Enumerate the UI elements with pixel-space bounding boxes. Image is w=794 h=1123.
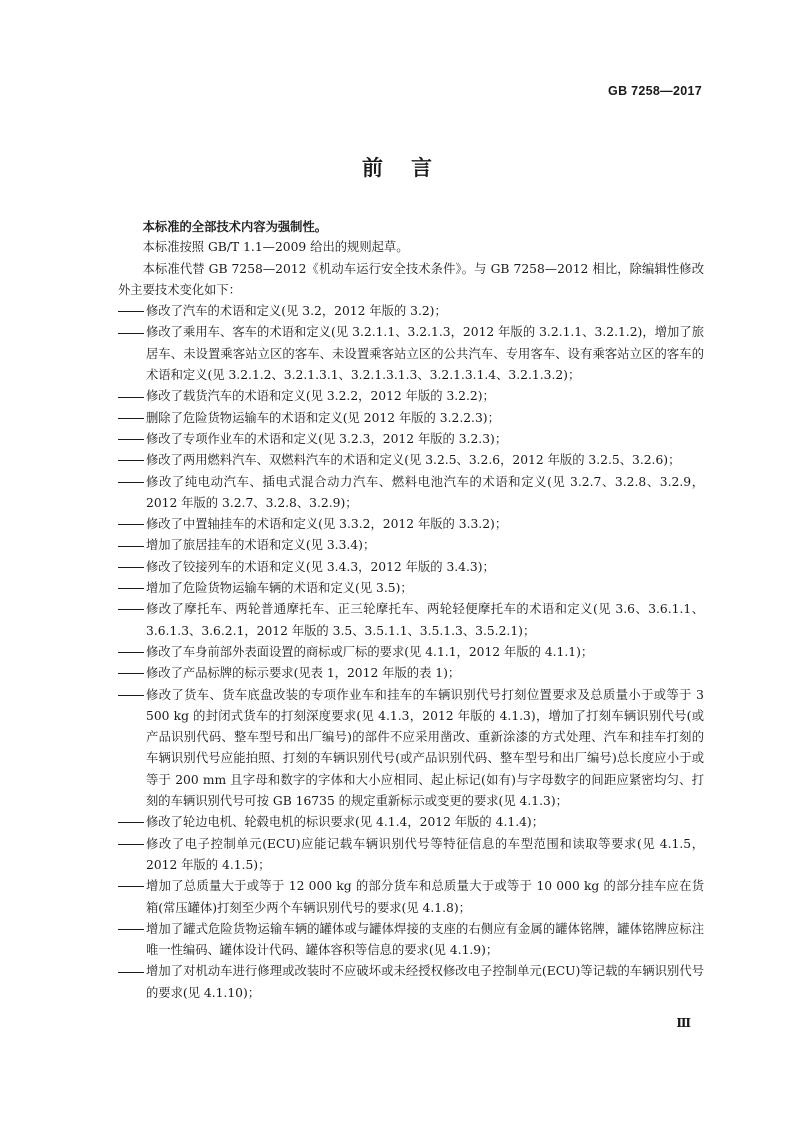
dash-marker — [118, 386, 146, 407]
change-item-text: 修改了货车、货车底盘改装的专项作业车和挂车的车辆识别代号打刻位置要求及总质量小于或等于 3 500 kg 的封闭式货车的打刻深度要求(见 4.1.3，2012 年版的 4.1.3)，增加了打刻车辆识别代号(或产品识别代码、整车型号和出厂编号)的部件不应采用凿改、重新涂漆的方式处理、汽车和挂车打刻的车辆识别代号应能拍照、打刻的车辆识别代号(或产品识别代码、整车型号和出厂编号)总长度应小于或等于 200 mm 且字母和数字的字体和大小应相同、起止标记(如有)与字母数字的间距应紧密均匀、打刻的车辆识别代号可按 GB 16735 的规定重新标示或变更的要求(见 4.1.3)； — [146, 687, 704, 809]
dash-marker — [118, 301, 146, 322]
change-item-text: 增加了罐式危险货物运输车辆的罐体或与罐体焊接的支座的右侧应有金属的罐体铭牌，罐体铭牌应标注唯一性编码、罐体设计代码、罐体容积等信息的要求(见 4.1.9)； — [146, 921, 704, 958]
change-item — [118, 408, 704, 429]
change-item-text: 删除了危险货物运输车的术语和定义(见 2012 年版的 3.2.2.3)； — [146, 410, 500, 425]
page-title: 前言 — [362, 155, 460, 180]
change-item — [118, 919, 704, 962]
change-item-text: 修改了载货汽车的术语和定义(见 3.2.2，2012 年版的 3.2.2)； — [146, 389, 495, 404]
drafting-rule-paragraph: 本标准按照 GB/T 1.1—2009 给出的规则起草。 — [142, 240, 409, 255]
change-item — [118, 812, 704, 833]
dash-marker — [118, 535, 146, 556]
dash-marker — [118, 557, 146, 578]
change-list — [118, 301, 704, 1004]
change-item — [118, 514, 704, 535]
change-item — [118, 685, 704, 813]
change-item — [118, 301, 704, 322]
standard-number: GB 7258—2017 — [608, 84, 702, 98]
dash-marker — [118, 429, 146, 450]
change-item-text: 增加了对机动车进行修理或改装时不应破坏或未经授权修改电子控制单元(ECU)等记载的车辆识别代号的要求(见 4.1.10)； — [146, 964, 704, 1000]
dash-marker — [118, 450, 146, 471]
change-item — [118, 961, 704, 1004]
change-item-text: 修改了专项作业车的术语和定义(见 3.2.3，2012 年版的 3.2.3)； — [146, 431, 508, 446]
dash-marker — [118, 876, 146, 897]
change-item-text: 增加了旅居挂车的术语和定义(见 3.3.4)； — [146, 538, 376, 553]
change-item — [118, 557, 704, 578]
change-item-text: 修改了轮边电机、轮毂电机的标识要求(见 4.1.4，2012 年版的 4.1.4)； — [146, 815, 545, 830]
change-item — [118, 642, 704, 663]
change-item — [118, 472, 704, 515]
change-item — [118, 876, 704, 919]
change-item — [118, 429, 704, 450]
change-item-text: 修改了中置轴挂车的术语和定义(见 3.3.2，2012 年版的 3.3.2)； — [146, 517, 508, 532]
change-item-text: 修改了纯电动汽车、插电式混合动力汽车、燃料电池汽车的术语和定义(见 3.2.7、3.2.8、3.2.9，2012 年版的 3.2.7、3.2.8、3.2.9)； — [146, 474, 704, 510]
change-item — [118, 450, 704, 471]
dash-marker — [118, 812, 146, 833]
dash-marker — [118, 834, 146, 855]
change-item — [118, 578, 704, 599]
document-body — [118, 216, 704, 1004]
change-item — [118, 599, 704, 642]
change-item-text: 修改了两用燃料汽车、双燃料汽车的术语和定义(见 3.2.5、3.2.6，2012 年版的 3.2.5、3.2.6)； — [146, 453, 681, 468]
change-item-text: 修改了摩托车、两轮普通摩托车、正三轮摩托车、两轮轻便摩托车的术语和定义(见 3.6、3.6.1.1、3.6.1.3、3.6.2.1，2012 年版的 3.5、3.5.1.1、3.5.1.3、3.5.2.1)； — [146, 602, 704, 638]
dash-marker — [118, 472, 146, 493]
change-item-text: 修改了汽车的术语和定义(见 3.2，2012 年版的 3.2)； — [146, 304, 447, 319]
dash-marker — [118, 919, 146, 940]
change-item-text: 修改了车身前部外表面设置的商标或厂标的要求(见 4.1.1，2012 年版的 4.1.1)； — [146, 644, 594, 659]
page-number: Ⅲ — [676, 1016, 691, 1030]
dash-marker — [118, 642, 146, 663]
change-item — [118, 834, 704, 877]
dash-marker — [118, 578, 146, 599]
change-item-text: 修改了乘用车、客车的术语和定义(见 3.2.1.1、3.2.1.3，2012 年版的 3.2.1.1、3.2.1.2)，增加了旅居车、未设置乘客站立区的客车、未设置乘客站立区的公共汽车、专用客车、设有乘客站立区的客车的术语和定义(见 3.2.1.2、3.2.1.3.1、3.2.1.3.1.3、3.2.1.3.1.4、3.2.1.3.2)； — [146, 325, 704, 383]
change-item-text: 修改了铰接列车的术语和定义(见 3.4.3，2012 年版的 3.4.3)； — [146, 559, 495, 574]
dash-marker — [118, 961, 146, 982]
dash-marker — [118, 599, 146, 620]
dash-marker — [118, 685, 146, 706]
mandatory-statement: 本标准的全部技术内容为强制性。 — [142, 219, 328, 234]
change-item-text: 修改了电子控制单元(ECU)应能记载车辆识别代号等特征信息的车型范围和读取等要求(见 4.1.5，2012 年版的 4.1.5)； — [146, 836, 704, 872]
dash-marker — [118, 663, 146, 684]
change-item-text: 增加了总质量大于或等于 12 000 kg 的部分货车和总质量大于或等于 10 000 kg 的部分挂车应在货箱(常压罐体)打刻至少两个车辆识别代号的要求(见 4.1.8)； — [146, 879, 704, 915]
replacement-paragraph: 本标准代替 GB 7258—2012《机动车运行安全技术条件》。与 GB 7258—2012 相比，除编辑性修改外主要技术变化如下： — [118, 261, 704, 297]
dash-marker — [118, 322, 146, 343]
dash-marker — [118, 514, 146, 535]
change-item — [118, 322, 704, 386]
change-item-text: 修改了产品标牌的标示要求(见表 1，2012 年版的表 1)； — [146, 666, 461, 681]
change-item — [118, 386, 704, 407]
change-item — [118, 663, 704, 684]
change-item — [118, 535, 704, 556]
dash-marker — [118, 408, 146, 429]
change-item-text: 增加了危险货物运输车辆的术语和定义(见 3.5)； — [146, 581, 413, 596]
